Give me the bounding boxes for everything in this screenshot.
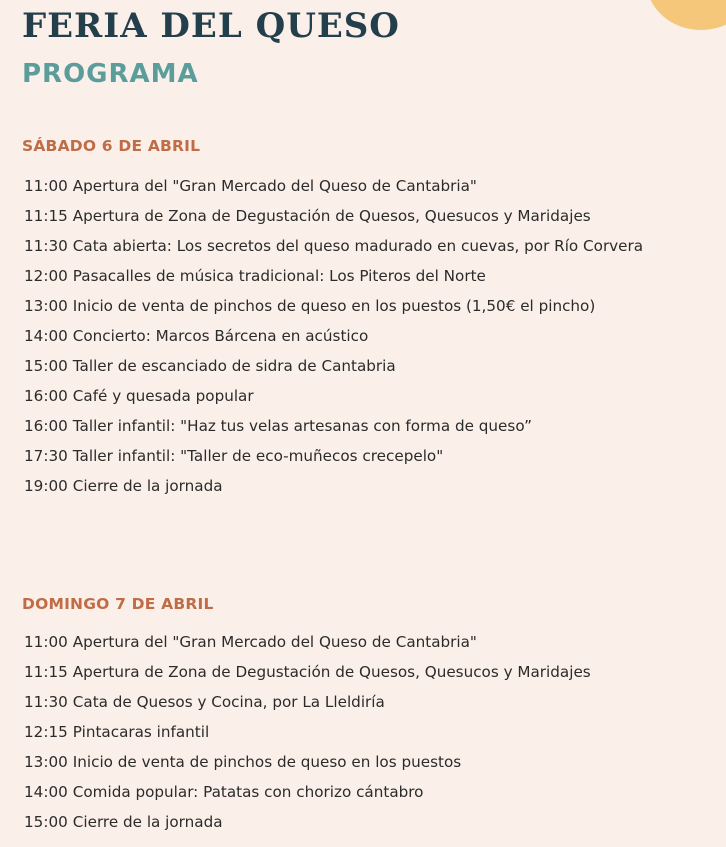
schedule-item [24, 261, 643, 291]
event-time: 19:00 [24, 477, 68, 495]
event-time: 14:00 [24, 783, 68, 801]
event-description: Apertura de Zona de Degustación de Quesos, Quesucos y Maridajes [72, 663, 591, 681]
day-heading-sunday: DOMINGO 7 DE ABRIL [22, 595, 214, 613]
day-heading-saturday: SÁBADO 6 DE ABRIL [22, 137, 201, 155]
event-time: 16:00 [24, 387, 68, 405]
schedule-item [24, 657, 591, 687]
schedule-item [24, 291, 643, 321]
page-subtitle: PROGRAMA [22, 59, 199, 89]
event-description: Cierre de la jornada [72, 477, 223, 495]
schedule-item [24, 351, 643, 381]
schedule-item [24, 381, 643, 411]
schedule-item [24, 231, 643, 261]
event-time: 12:15 [24, 723, 68, 741]
event-time: 13:00 [24, 297, 68, 315]
event-description: Inicio de venta de pinchos de queso en los puestos [72, 753, 462, 771]
schedule-item [24, 807, 591, 837]
event-time: 16:00 [24, 417, 68, 435]
decorative-corner-shape [646, 0, 726, 30]
event-time: 15:00 [24, 357, 68, 375]
event-time: 11:00 [24, 177, 68, 195]
event-description: Taller infantil: "Haz tus velas artesanas con forma de queso” [72, 417, 532, 435]
event-description: Comida popular: Patatas con chorizo cántabro [72, 783, 424, 801]
event-description: Cierre de la jornada [72, 813, 223, 831]
event-description: Pasacalles de música tradicional: Los Piteros del Norte [72, 267, 486, 285]
schedule-item [24, 627, 591, 657]
event-description: Café y quesada popular [72, 387, 254, 405]
event-time: 14:00 [24, 327, 68, 345]
schedule-list-saturday [24, 171, 643, 501]
event-description: Taller infantil: "Taller de eco-muñecos crecepelo" [72, 447, 444, 465]
schedule-item [24, 687, 591, 717]
event-description: Taller de escanciado de sidra de Cantabria [72, 357, 396, 375]
event-description: Cata abierta: Los secretos del queso madurado en cuevas, por Río Corvera [72, 237, 644, 255]
event-time: 11:30 [24, 693, 68, 711]
event-time: 13:00 [24, 753, 68, 771]
schedule-item [24, 717, 591, 747]
event-time: 11:00 [24, 633, 68, 651]
page-title: FERIA DEL QUESO [22, 6, 400, 46]
event-time: 11:15 [24, 207, 68, 225]
schedule-item [24, 411, 643, 441]
schedule-item [24, 171, 643, 201]
event-description: Apertura del "Gran Mercado del Queso de Cantabria" [72, 177, 477, 195]
event-time: 15:00 [24, 813, 68, 831]
event-time: 12:00 [24, 267, 68, 285]
event-time: 11:15 [24, 663, 68, 681]
event-description: Inicio de venta de pinchos de queso en los puestos (1,50€ el pincho) [72, 297, 596, 315]
event-time: 17:30 [24, 447, 68, 465]
event-description: Apertura de Zona de Degustación de Quesos, Quesucos y Maridajes [72, 207, 591, 225]
schedule-item [24, 321, 643, 351]
event-description: Concierto: Marcos Bárcena en acústico [72, 327, 369, 345]
schedule-item [24, 777, 591, 807]
schedule-item [24, 201, 643, 231]
schedule-item [24, 471, 643, 501]
schedule-item [24, 441, 643, 471]
event-time: 11:30 [24, 237, 68, 255]
schedule-item [24, 747, 591, 777]
event-description: Cata de Quesos y Cocina, por La Lleldiría [72, 693, 385, 711]
event-description: Apertura del "Gran Mercado del Queso de Cantabria" [72, 633, 477, 651]
event-description: Pintacaras infantil [72, 723, 210, 741]
schedule-list-sunday [24, 627, 591, 837]
